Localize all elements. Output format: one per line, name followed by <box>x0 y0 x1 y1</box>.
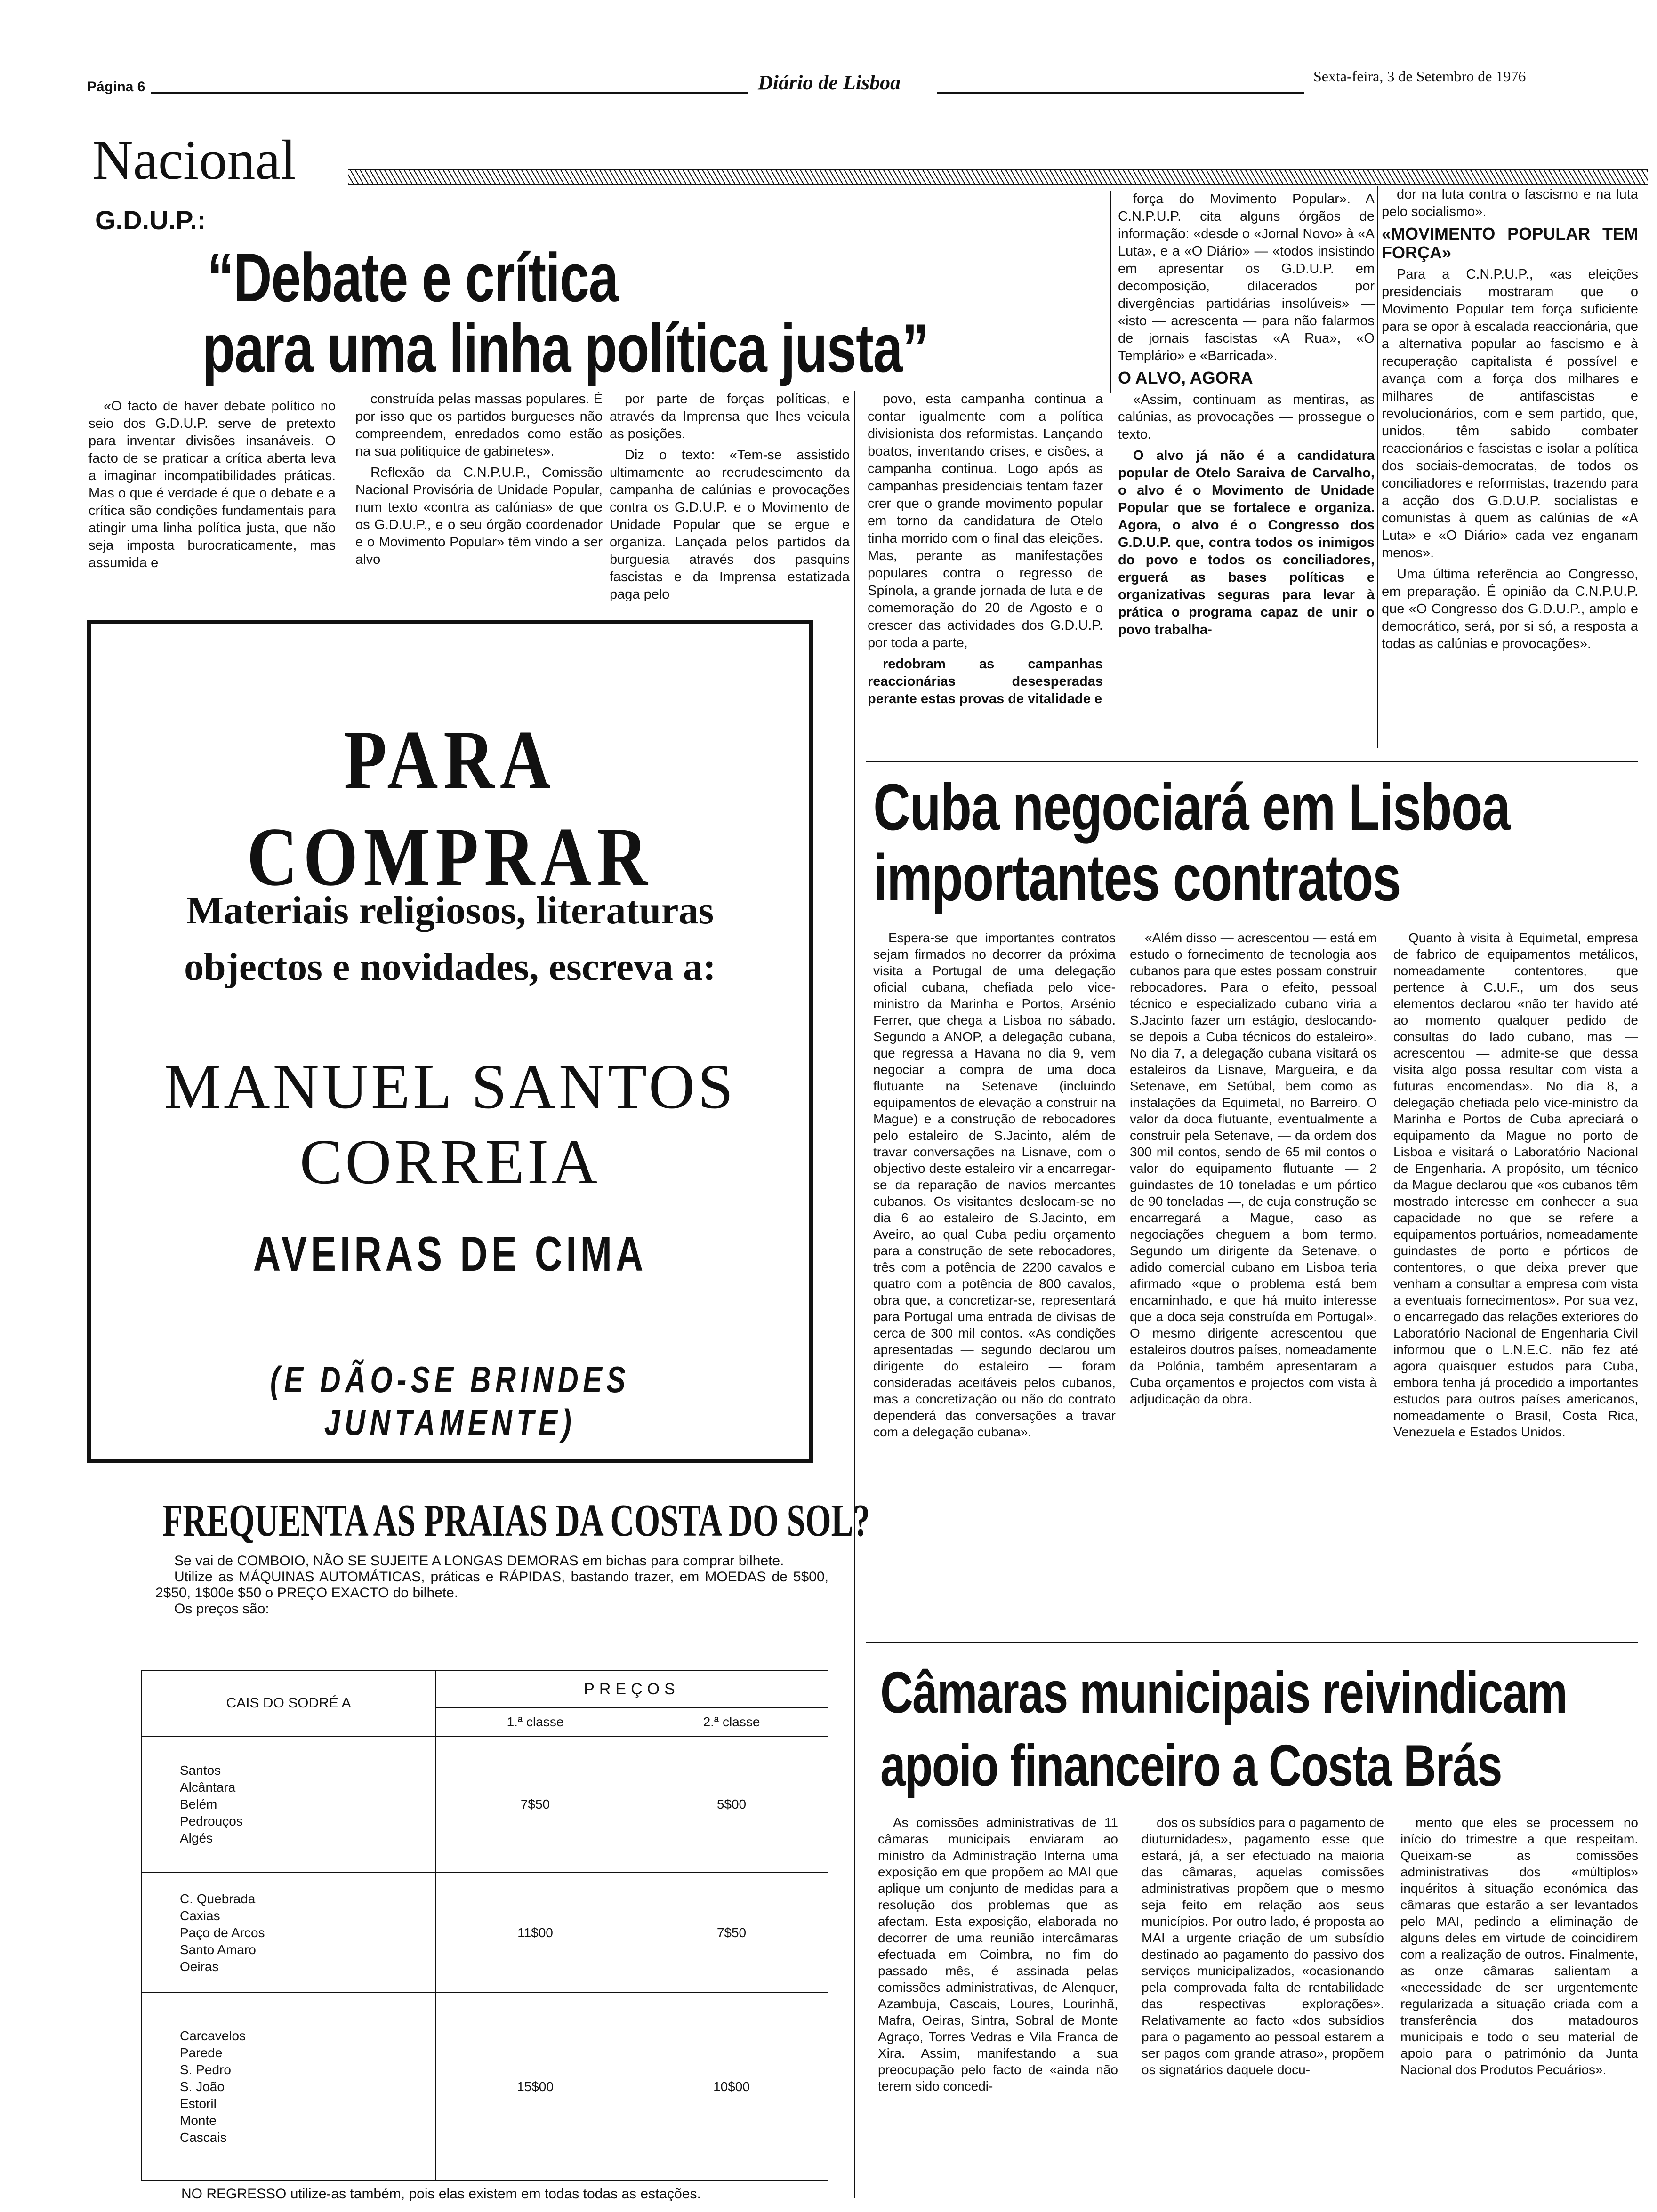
table-row <box>142 1736 828 1873</box>
column-rule <box>1110 191 1111 393</box>
article1-headline-line2: para uma linha política justa” <box>202 310 928 386</box>
paragraph: construída pelas massas populares. É por isso que os partidos burgueses não compreendem, enredados como estão na sua politiquice de gabinetes». <box>355 392 603 459</box>
paragraph: Para a C.N.P.U.P., «as eleições presidenciais mostraram que o Movimento Popular tem força suficiente para se opor à escalada reaccionária, que a alternativa popular ao fascismo e à recuperação capitalista é possível e avança com a força dos milhares e milhares de antifascistas e revolucionários, com e sem partido, que, unidos, têm sabido combater reaccionários e fascistas e isolar a política dos sociais-democratas, de todos os conciliadores e reformistas, trazendo para a acção dos G.D.U.P. socialistas e comunistas à quem as calúnias de «A Luta» e «O Diário» cada vez enganam menos». <box>1382 267 1638 561</box>
article2-column-3 <box>1393 930 1638 1635</box>
section-divider <box>866 1642 1638 1643</box>
paragraph: mento que eles se processem no início do trimestre a que respeitam. Queixam-se as comissões administrativas dos «múltiplos» inquéritos à situação económica das câmaras que estarão a ser levantados pelo MAI, pedindo a eliminação de alguns deles em virtude de coincidirem com a realização de outros. Finalmente, as onze câmaras salientam a «necessidade de ser urgentemente regularizada a situação criada com a transferência dos matadouros municipais e todo o seu material de apoio para o património da Junta Nacional dos Produtos Pecuários». <box>1400 1815 1638 2077</box>
article1-column-2 <box>355 391 603 609</box>
section-rule <box>348 169 1648 185</box>
table-header-first-class: 1.ª classe <box>435 1708 635 1736</box>
header-rule-left <box>151 92 748 94</box>
article3-column-1 <box>878 1814 1118 2207</box>
subheading: «MOVIMENTO POPULAR TEM FORÇA» <box>1382 224 1638 262</box>
advert-title: PARA COMPRAR <box>247 713 653 903</box>
paragraph: Quanto à visita à Equimetal, empresa de fabrico de equipamentos metálicos, nomeadamente contentores, que pertence à C.U.F., um dos seus elementos declarou «não ter havido até ao momento qualquer pedido de consultas do lado cubano, mas — acrescentou — admite-se que dessa visita algo possa resultar com vista a futuras encomendas». No dia 8, a delegação chefiada pelo vice-ministro da Marinha e Portos de Cuba apreciará o equipamento da Mague no porto de Lisboa e visitará o Laboratório Nacional de Engenharia. A propósito, um técnico da Mague declarou que «os cubanos têm mostrado interesse em conhecer a sua capacidade no que se refere a equipamentos portuários, nomeadamente guindastes de porto e pórticos de contentores, o que deixa prever que venham a consultar a empresa com vista a eventuais fornecimentos». Por sua vez, o encarregado das relações exteriores do Laboratório Nacional de Engenharia Civil informou que o L.N.E.C. não fez até agora quaisquer estudos para Cuba, embora tenha já procedido a importantes estudos para outros países americanos, nomeadamente o Brasil, Costa Rica, Venezuela e Estados Unidos. <box>1393 930 1638 1439</box>
paragraph: Reflexão da C.N.P.U.P., Comissão Nacional Provisória de Unidade Popular, num texto «contra as calúnias» de que os G.D.U.P., e o seu órgão coordenador e o Movimento Popular» têm vindo a ser alvo <box>355 465 603 567</box>
second-class-price: 7$50 <box>635 1873 828 1993</box>
table-row <box>142 1873 828 1993</box>
section-title: Nacional <box>92 128 297 191</box>
table-header-prices: PREÇOS <box>435 1670 828 1708</box>
article2-column-2 <box>1130 930 1377 1635</box>
paragraph: O alvo já não é a candidatura popular de Otelo Saraiva de Carvalho, o alvo é o Movimento de Unidade Popular que se fortalece e organiza. Agora, o alvo é o Congresso dos G.D.U.P. que, contra todos os inimigos do povo e todos os conciliadores, erguerá as bases políticas e organizativas seguras para levar à prática o programa capaz de unir o povo trabalha- <box>1118 448 1375 637</box>
article3-column-2 <box>1142 1814 1384 2207</box>
subheading: O ALVO, AGORA <box>1118 368 1253 387</box>
advert-religious-materials <box>87 620 813 1463</box>
train-advert-footer: NO REGRESSO utilize-as também, pois elas existem em todas todas as estações. <box>181 2186 701 2202</box>
station-list: Santos Alcântara Belém Pedrouços Algés <box>142 1736 435 1873</box>
paragraph: Os preços são: <box>174 1601 269 1617</box>
paragraph: «Além disso — acrescentou — está em estudo o fornecimento de tecnologia aos cubanos para que estes possam construir rebocadores. Para o efeito, pessoal técnico e especializado cubano viria a S.Jacinto fazer um estágio, deslocando-se depois a Cuba técnicos do estaleiro». No dia 7, a delegação cubana visitará os estaleiros da Lisnave, Margueira, e da Setenave, em Setúbal, bem como as instalações da Equimetal, no Barreiro. O valor da doca flutuante, eventualmente a construir pela Setenave, — da ordem dos 300 mil contos, sendo de 65 mil contos o valor do equipamento flutuante — 2 guindastes de 10 toneladas e um pórtico de 90 toneladas —, de cuja construção se encarregará a Mague, caso as negociações cheguem a bom termo. Segundo um dirigente da Setenave, o adido comercial cubano em Lisboa teria afirmado «que o problema está bem encaminhado, e que há muito interesse que a doca seja construída em Portugal». O mesmo dirigente acrescentou que estaleiros doutros países, nomeadamente da Polónia, também apresentaram a Cuba orçamentos e projectos com vista à adjudicação da obra. <box>1130 930 1377 1406</box>
advert-line: objectos e novidades, escreva a: <box>184 945 716 989</box>
article2-headline-line1: Cuba negociará em Lisboa <box>873 770 1510 844</box>
masthead: Diário de Lisboa <box>758 71 901 94</box>
article1-column-4 <box>868 391 1103 748</box>
paragraph: «O facto de haver debate político no seio dos G.D.U.P. serve de pretexto para inventar divisões insanáveis. O facto de se praticar a crítica aberta leva a imaginar incompatibilidades práticas. Mas o que é verdade é que o debate e a crítica são condições fundamentais para atingir uma linha política justa, que não seja imposta burocraticamente, mas assumida e <box>88 399 336 570</box>
paragraph: força do Movimento Popular». A C.N.P.U.P. cita alguns órgãos de informação: «desde o «Jornal Novo» à «A Luta», e a «O Diário» — «todos insistindo em apresentar os G.D.U.P. em decomposição, dilacerados por divergências partidárias insolúveis» — «isto — acrescenta — para não falarmos de jornais fascistas «A Rua», «O Templário» e «Barricada». <box>1118 192 1375 363</box>
table-header-origin: CAIS DO SODRÉ A <box>142 1670 435 1736</box>
issue-date: Sexta-feira, 3 de Setembro de 1976 <box>1313 68 1526 85</box>
paragraph: Se vai de COMBOIO, NÃO SE SUJEITE A LONGAS DEMORAS em bichas para comprar bilhete. <box>174 1553 784 1569</box>
second-class-price: 5$00 <box>635 1736 828 1873</box>
paragraph: por parte de forças políticas, e através da Imprensa que lhes veicula as posições. <box>610 392 850 441</box>
article3-headline-line2: apoio financeiro a Costa Brás <box>880 1733 1502 1798</box>
article3-headline-line1: Câmaras municipais reivindicam <box>880 1660 1567 1725</box>
paragraph: dos os subsídios para o pagamento de diuturnidades», pagamento esse que estará, já, a ser efectuado na maioria das câmaras, aquelas comissões administrativas propõem que o mesmo seja feito em relação aos seus municípios. Por outro lado, é proposta ao MAI a urgente criação de um subsídio destinado ao pagamento do passivo dos serviços municipalizados, «ocasionando pela comprovada falta de rentabilidade das respectivas explorações». Relativamente ao facto «dos subsídios para o pagamento ao pessoal estarem a ser pagos com grande atraso», propõem os signatários daquele docu- <box>1142 1815 1384 2077</box>
article2-column-1 <box>873 930 1116 1635</box>
article3-column-3 <box>1400 1814 1638 2207</box>
article1-kicker: G.D.U.P.: <box>95 205 206 235</box>
article1-column-1 <box>88 398 336 609</box>
header-rule-right <box>937 92 1304 94</box>
train-advert-text <box>155 1553 828 1617</box>
article1-column-6 <box>1382 186 1638 748</box>
paragraph: Uma última referência ao Congresso, em preparação. É opinião da C.N.P.U.P. que «O Congresso dos G.D.U.P., amplo e democrático, será, por si só, a resposta a todas as calúnias e provocações». <box>1382 567 1638 651</box>
column-rule <box>1377 186 1378 748</box>
train-advert-title: FREQUENTA AS PRAIAS DA COSTA DO SOL? <box>162 1495 870 1546</box>
paragraph: redobram as campanhas reaccionárias desesperadas perante estas provas de vitalidade e <box>868 657 1103 706</box>
advert-footer: (E DÃO-SE BRINDES JUNTAMENTE) <box>270 1359 630 1443</box>
paragraph: As comissões administrativas de 11 câmaras municipais enviaram ao ministro da Administração Interna uma exposição em que propõem ao MAI que aplique um conjunto de medidas para a resolução dos problemas que as afectam. Esta exposição, elaborada no decorrer de uma reunião intercâmaras efectuada em Coimbra, no fim do passado mês, é assinada pelas comissões administrativas, de Alenquer, Azambuja, Cascais, Loures, Lourinhã, Mafra, Oeiras, Sintra, Sobral de Monte Agraço, Torres Vedras e Vila Franca de Xira. Assim, manifestando a sua preocupação pelo facto de «ainda não terem sido concedi- <box>878 1815 1118 2093</box>
station-list: Carcavelos Parede S. Pedro S. João Estoril Monte Cascais <box>142 1993 435 2181</box>
first-class-price: 15$00 <box>435 1993 635 2181</box>
paragraph: povo, esta campanha continua a contar igualmente com a política divisionista dos reformistas. Lançando boatos, inventando crises, e cisões, a campanha continua. Logo após as campanhas presidenciais tentam fazer crer que o grande movimento popular em torno da candidatura de Otelo tinha morrido com o final das eleições. Mas, perante as manifestações populares contra o regresso de Spínola, a grande jornada de luta e de comemoração do 20 de Agosto e o crescer das actividades dos G.D.U.P. por toda a parte, <box>868 392 1103 650</box>
section-divider <box>866 761 1638 762</box>
paragraph: Diz o texto: «Tem-se assistido ultimamente ao recrudescimento da campanha de calúnias e provocações contra os G.D.U.P. e o Movimento de Unidade Popular que se ergue e organiza. Lançada pelos partidos da burguesia através dos pasquins fascistas e da Imprensa estatizada paga pelo <box>610 448 850 602</box>
table-header-second-class: 2.ª classe <box>635 1708 828 1736</box>
article1-column-5 <box>1118 191 1375 748</box>
station-list: C. Quebrada Caxias Paço de Arcos Santo Amaro Oeiras <box>142 1873 435 1993</box>
first-class-price: 7$50 <box>435 1736 635 1873</box>
page-number: Página 6 <box>87 79 145 95</box>
second-class-price: 10$00 <box>635 1993 828 2181</box>
article2-headline-line2: importantes contratos <box>873 841 1401 914</box>
column-rule <box>854 391 855 2198</box>
ticket-price-table <box>141 1670 828 2181</box>
table-row <box>142 1993 828 2181</box>
advert-name: MANUEL SANTOS <box>164 1051 736 1122</box>
paragraph: «Assim, continuam as mentiras, as calúnias, as provocações — prossegue o texto. <box>1118 392 1375 442</box>
advert-name: CORREIA <box>299 1127 601 1197</box>
paragraph: Utilize as MÁQUINAS AUTOMÁTICAS, práticas e RÁPIDAS, bastando trazer, em MOEDAS de 5$00, 2$50, 1$00e $50 o PREÇO EXACTO do bilhete. <box>155 1569 828 1601</box>
paragraph: dor na luta contra o fascismo e na luta pelo socialismo». <box>1382 187 1638 219</box>
paragraph: Espera-se que importantes contratos sejam firmados no decorrer da próxima visita a Portugal de uma delegação oficial cubana, chefiada pelo vice-ministro da Marinha e Portos, Arsénio Ferrer, que chega a Lisboa no sábado. Segundo a ANOP, a delegação cubana, que regressa a Havana no dia 9, vem negociar a compra de uma doca flutuante na Setenave (incluindo equipamentos de elevação a construir na Mague) e a construção de rebocadores pelo estaleiro de S.Jacinto, além de travar conversações na Lisnave, com o objectivo deste estaleiro vir a encarregar-se da reparação de navios mercantes cubanos. Os visitantes deslocam-se no dia 6 ao estaleiro de S.Jacinto, em Aveiro, ao qual Cuba pediu orçamento para a construção de sete rebocadores, três com a potência de 2200 cavalos e quatro com a potência de 800 cavalos, obra que, a concretizar-se, representará para Portugal uma entrada de divisas de cerca de 300 mil contos. «As condições apresentadas — segundo declarou um dirigente do estaleiro — foram consideradas aceitáveis pelos cubanos, mas a concretização ou não do contrato dependerá das conversações a travar com a delegação cubana». <box>873 930 1116 1439</box>
article1-headline-line1: “Debate e crítica <box>207 239 618 316</box>
article1-column-3 <box>610 391 850 609</box>
first-class-price: 11$00 <box>435 1873 635 1993</box>
advert-place: AVEIRAS DE CIMA <box>253 1227 647 1282</box>
advert-line: Materiais religiosos, literaturas <box>186 889 714 932</box>
